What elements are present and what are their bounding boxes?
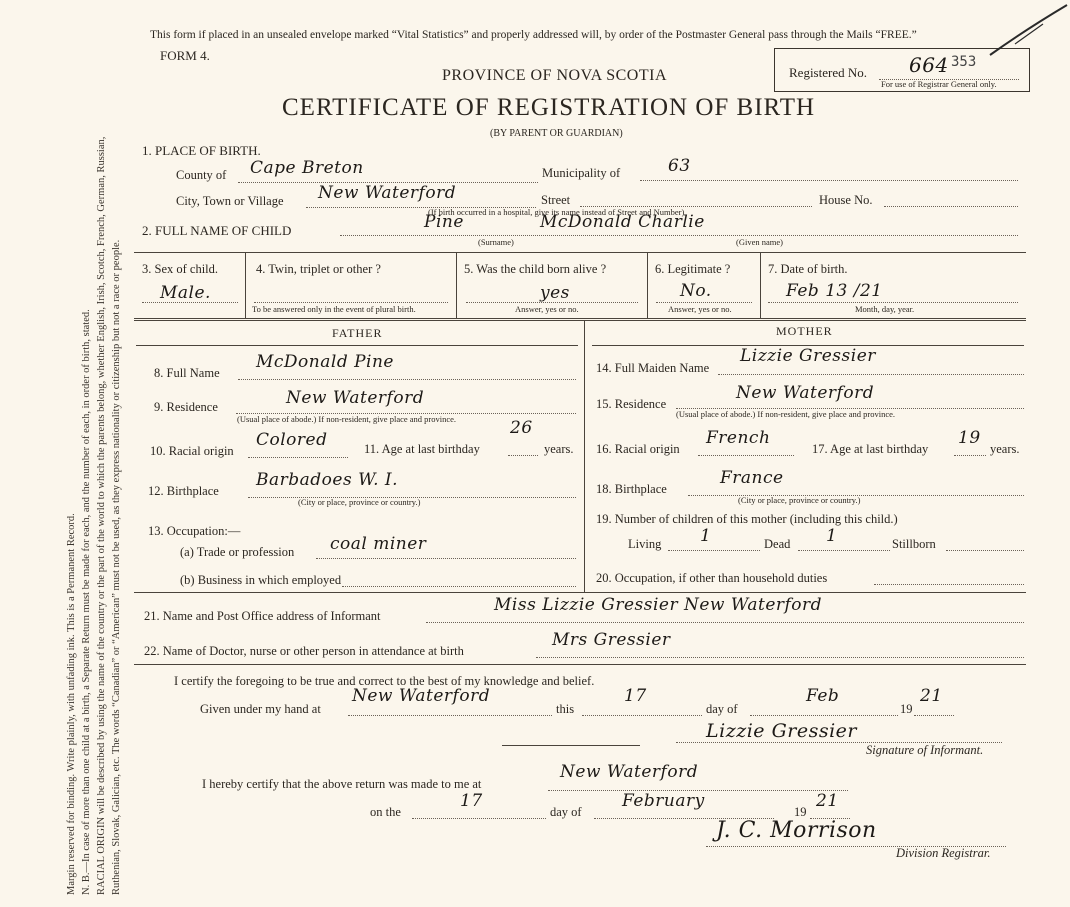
father-business-label: (b) Business in which employed bbox=[180, 573, 342, 587]
living-label: Living bbox=[628, 537, 662, 551]
hospital-note: (If birth occurred in a hospital, give its name instead of Street and Number) bbox=[428, 207, 685, 217]
mother-years-label: years. bbox=[990, 442, 1020, 456]
child-surname: Pine bbox=[424, 212, 464, 232]
father-age-label: 11. Age at last birthday bbox=[364, 442, 480, 456]
municipality-label: Municipality of bbox=[542, 166, 621, 180]
child-name-label: 2. FULL NAME OF CHILD bbox=[142, 223, 292, 238]
father-trade-value: coal miner bbox=[330, 534, 427, 554]
father-residence-note: (Usual place of abode.) If non-resident, give place and province. bbox=[237, 414, 457, 424]
father-heading: FATHER bbox=[332, 326, 383, 340]
father-birthplace-note: (City or place, province or country.) bbox=[298, 497, 421, 507]
mother-age-value: 19 bbox=[958, 428, 981, 448]
mother-name-value: Lizzie Gressier bbox=[740, 346, 876, 366]
doctor-label: 22. Name of Doctor, nurse or other person in attendance at birth bbox=[144, 644, 464, 658]
birth-date-label: 7. Date of birth. bbox=[768, 262, 848, 276]
county-label: County of bbox=[176, 168, 227, 182]
margin-line-3: RACIAL ORIGIN will be described by using the name of the country or the part of the world to which the parents belong, whether English, Irish, Scotch, French, German, Russian, bbox=[96, 136, 107, 895]
informant-signature-label: Signature of Informant. bbox=[866, 743, 984, 757]
pen-stroke-mark bbox=[985, 0, 1070, 60]
living-value: 1 bbox=[700, 526, 712, 546]
father-name-value: McDonald Pine bbox=[256, 352, 394, 372]
registered-note: For use of Registrar General only. bbox=[881, 79, 997, 89]
street-label: Street bbox=[541, 193, 571, 207]
sex-value: Male. bbox=[160, 283, 211, 303]
registered-stamp: 353 bbox=[951, 54, 977, 70]
doctor-value: Mrs Gressier bbox=[552, 630, 671, 650]
registrar-year: 21 bbox=[816, 791, 839, 811]
registrar-on-label: on the bbox=[370, 805, 401, 819]
legitimate-label: 6. Legitimate ? bbox=[655, 262, 731, 276]
dead-label: Dead bbox=[764, 537, 791, 551]
mother-occupation-label: 20. Occupation, if other than household duties bbox=[596, 571, 828, 585]
father-years-label: years. bbox=[544, 442, 574, 456]
alive-value: yes bbox=[540, 283, 570, 303]
city-value: New Waterford bbox=[318, 183, 457, 203]
dead-value: 1 bbox=[826, 526, 838, 546]
father-trade-label: (a) Trade or profession bbox=[180, 545, 295, 559]
place-heading: 1. PLACE OF BIRTH. bbox=[142, 143, 261, 158]
father-name-label: 8. Full Name bbox=[154, 366, 220, 380]
informant-label: 21. Name and Post Office address of Informant bbox=[144, 609, 381, 623]
margin-line-2: N. B.—In case of more than one child at a birth, a Separate Return must be made for each, and the number of each, in order of birth, stated. bbox=[81, 309, 92, 895]
alive-note: Answer, yes or no. bbox=[515, 304, 579, 314]
given-year-prefix: 19 bbox=[900, 702, 913, 716]
birth-date-value: Feb 13 /21 bbox=[786, 281, 883, 301]
alive-label: 5. Was the child born alive ? bbox=[464, 262, 607, 276]
father-race-value: Colored bbox=[256, 430, 328, 450]
stillborn-label: Stillborn bbox=[892, 537, 936, 551]
mother-birthplace-label: 18. Birthplace bbox=[596, 482, 667, 496]
page-title: CERTIFICATE OF REGISTRATION OF BIRTH bbox=[282, 94, 816, 121]
mother-heading: MOTHER bbox=[776, 324, 833, 338]
house-label: House No. bbox=[819, 193, 873, 207]
registrar-text: I hereby certify that the above return was made to me at bbox=[202, 777, 482, 791]
father-birthplace-value: Barbadoes W. I. bbox=[256, 470, 399, 490]
registered-label: Registered No. bbox=[789, 65, 867, 80]
surname-note: (Surname) bbox=[478, 237, 514, 247]
mother-age-label: 17. Age at last birthday bbox=[812, 442, 929, 456]
province-heading: PROVINCE OF NOVA SCOTIA bbox=[442, 67, 668, 84]
mother-residence-value: New Waterford bbox=[736, 383, 875, 403]
margin-line-4: Ruthenian, Slovak, Galician, etc. The words “Canadian” or “American” must not be used, as they express nationality or citizenship but not a race or people. bbox=[111, 239, 122, 895]
father-birthplace-label: 12. Birthplace bbox=[148, 484, 219, 498]
form-number: FORM 4. bbox=[160, 48, 210, 63]
informant-value: Miss Lizzie Gressier New Waterford bbox=[494, 595, 823, 615]
given-name-note: (Given name) bbox=[736, 237, 783, 247]
municipality-value: 63 bbox=[668, 156, 691, 176]
registered-number: 664 bbox=[909, 53, 949, 77]
given-month: Feb bbox=[806, 686, 840, 706]
legitimate-note: Answer, yes or no. bbox=[668, 304, 732, 314]
given-dayof-label: day of bbox=[706, 702, 738, 716]
child-given-name: McDonald Charlie bbox=[540, 212, 705, 232]
mother-birthplace-note: (City or place, province or country.) bbox=[738, 495, 861, 505]
this-label: this bbox=[556, 702, 575, 716]
county-value: Cape Breton bbox=[250, 158, 364, 178]
mother-birthplace-value: France bbox=[720, 468, 784, 488]
mother-race-value: French bbox=[706, 428, 771, 448]
father-residence-label: 9. Residence bbox=[154, 400, 218, 414]
registrar-dayof-label: day of bbox=[550, 805, 582, 819]
registrar-label: Division Registrar. bbox=[896, 846, 991, 860]
father-age-value: 26 bbox=[510, 418, 533, 438]
given-day: 17 bbox=[624, 686, 647, 706]
margin-instructions bbox=[64, 15, 124, 895]
page-subtitle: (BY PARENT OR GUARDIAN) bbox=[490, 128, 623, 139]
sex-label: 3. Sex of child. bbox=[142, 262, 219, 276]
father-occupation-label: 13. Occupation:— bbox=[148, 524, 241, 538]
mother-name-label: 14. Full Maiden Name bbox=[596, 361, 710, 375]
registrar-year-prefix: 19 bbox=[794, 805, 807, 819]
city-label: City, Town or Village bbox=[176, 194, 284, 208]
registrar-day: 17 bbox=[460, 791, 483, 811]
given-label: Given under my hand at bbox=[200, 702, 321, 716]
mother-children-label: 19. Number of children of this mother (including this child.) bbox=[596, 512, 898, 526]
mother-residence-note: (Usual place of abode.) If non-resident, give place and province. bbox=[676, 409, 896, 419]
mail-notice: This form if placed in an unsealed envelope marked “Vital Statistics” and properly addressed will, by order of the Postmaster General pass through the Mails “FREE.” bbox=[150, 29, 917, 41]
father-residence-value: New Waterford bbox=[286, 388, 425, 408]
informant-signature: Lizzie Gressier bbox=[706, 720, 857, 742]
margin-line-1: Margin reserved for binding. Write plainly, with unfading ink. This is a Permanent Record. bbox=[66, 513, 77, 895]
given-year: 21 bbox=[920, 686, 943, 706]
birth-date-note: Month, day, year. bbox=[855, 304, 915, 314]
mother-residence-label: 15. Residence bbox=[596, 397, 667, 411]
twin-note: To be answered only in the event of plural birth. bbox=[252, 304, 416, 314]
certify-text: I certify the foregoing to be true and correct to the best of my knowledge and belief. bbox=[174, 674, 595, 688]
mother-race-label: 16. Racial origin bbox=[596, 442, 680, 456]
registrar-signature: J. C. Morrison bbox=[716, 818, 877, 843]
registrar-place: New Waterford bbox=[560, 762, 699, 782]
given-place: New Waterford bbox=[352, 686, 491, 706]
legitimate-value: No. bbox=[680, 281, 712, 301]
father-race-label: 10. Racial origin bbox=[150, 444, 234, 458]
twin-label: 4. Twin, triplet or other ? bbox=[256, 262, 381, 276]
registrar-month: February bbox=[622, 791, 705, 811]
